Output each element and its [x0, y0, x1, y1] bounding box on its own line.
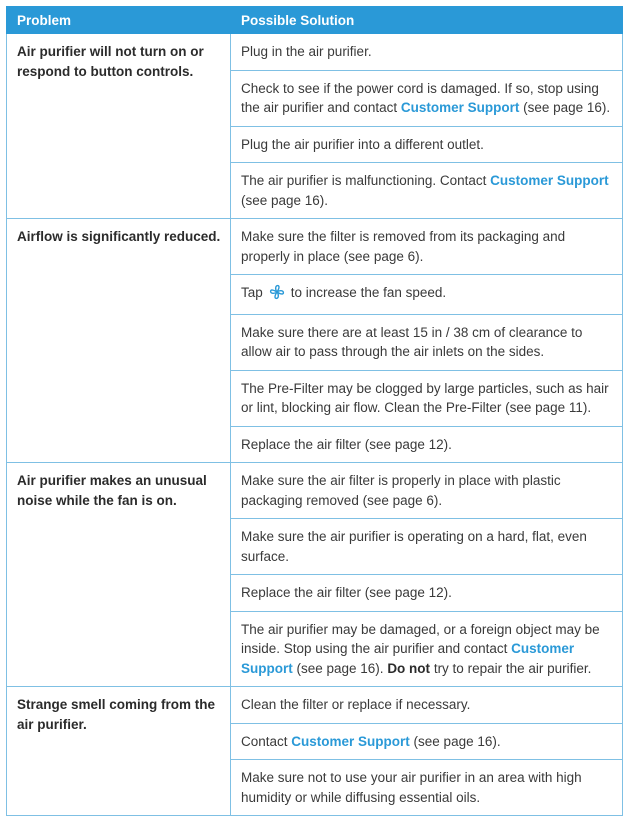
table-row: [7, 687, 623, 724]
problem-cell: Airflow is significantly reduced.: [7, 219, 231, 463]
solution-cell: Make sure the air purifier is operating on a hard, flat, even surface.: [231, 519, 623, 575]
do-not-emphasis: Do not: [387, 660, 431, 676]
solution-text: (see page 16).: [241, 192, 329, 208]
solution-cell: The Pre-Filter may be clogged by large particles, such as hair or lint, blocking air flow. Clean the Pre-Filter (see page 11).: [231, 370, 623, 426]
solution-cell: [231, 163, 623, 219]
solution-cell: Plug in the air purifier.: [231, 34, 623, 71]
problem-cell: Air purifier will not turn on or respond to button controls.: [7, 34, 231, 219]
table-row: [7, 219, 623, 275]
solution-cell: Make sure the filter is removed from its packaging and properly in place (see page 6).: [231, 219, 623, 275]
solution-text: (see page 16).: [409, 733, 501, 749]
solution-text: Contact: [241, 733, 292, 749]
table-row: [7, 34, 623, 71]
solution-text: (see page 16).: [519, 100, 611, 115]
customer-support-link[interactable]: Customer Support: [291, 733, 410, 749]
solution-text: try to repair the air purifier.: [430, 660, 592, 676]
problem-cell: Air purifier makes an unusual noise while the fan is on.: [7, 463, 231, 687]
customer-support-link[interactable]: Customer Support: [400, 100, 520, 115]
solution-cell: Make sure there are at least 15 in / 38 cm of clearance to allow air to pass through the air inlets on the sides.: [231, 314, 623, 370]
solution-cell: [231, 723, 623, 760]
solution-cell: [231, 70, 623, 126]
solution-cell: [231, 275, 623, 315]
header-problem: Problem: [7, 7, 231, 34]
problem-cell: Strange smell coming from the air purifier.: [7, 687, 231, 816]
solution-text: to increase the fan speed.: [290, 285, 447, 300]
table-row: [7, 463, 623, 519]
solution-text: Tap: [241, 285, 263, 300]
solution-text: The air purifier is malfunctioning. Contact: [241, 173, 491, 188]
customer-support-link[interactable]: Customer Support: [490, 173, 609, 188]
troubleshooting-table: [6, 6, 623, 816]
solution-cell: Plug the air purifier into a different outlet.: [231, 126, 623, 163]
solution-cell: [231, 611, 623, 687]
header-row: [7, 7, 623, 34]
fan-icon: [269, 284, 285, 306]
solution-text: Check to see if the power cord is damaged. If so, stop using the air purifier and contact: [241, 80, 599, 115]
solution-text: (see page 16).: [292, 660, 388, 676]
header-solution: Possible Solution: [231, 7, 623, 34]
solution-cell: Make sure not to use your air purifier in an area with high humidity or while diffusing essential oils.: [231, 760, 623, 816]
solution-text: The air purifier may be damaged, or a foreign object may be inside. Stop using the air purifier and contact: [241, 621, 600, 656]
solution-cell: Replace the air filter (see page 12).: [231, 426, 623, 463]
solution-cell: Replace the air filter (see page 12).: [231, 575, 623, 612]
solution-cell: Clean the filter or replace if necessary.: [231, 687, 623, 724]
customer-support-link[interactable]: Customer Support: [241, 641, 575, 676]
solution-cell: Make sure the air filter is properly in place with plastic packaging removed (see page 6).: [231, 463, 623, 519]
